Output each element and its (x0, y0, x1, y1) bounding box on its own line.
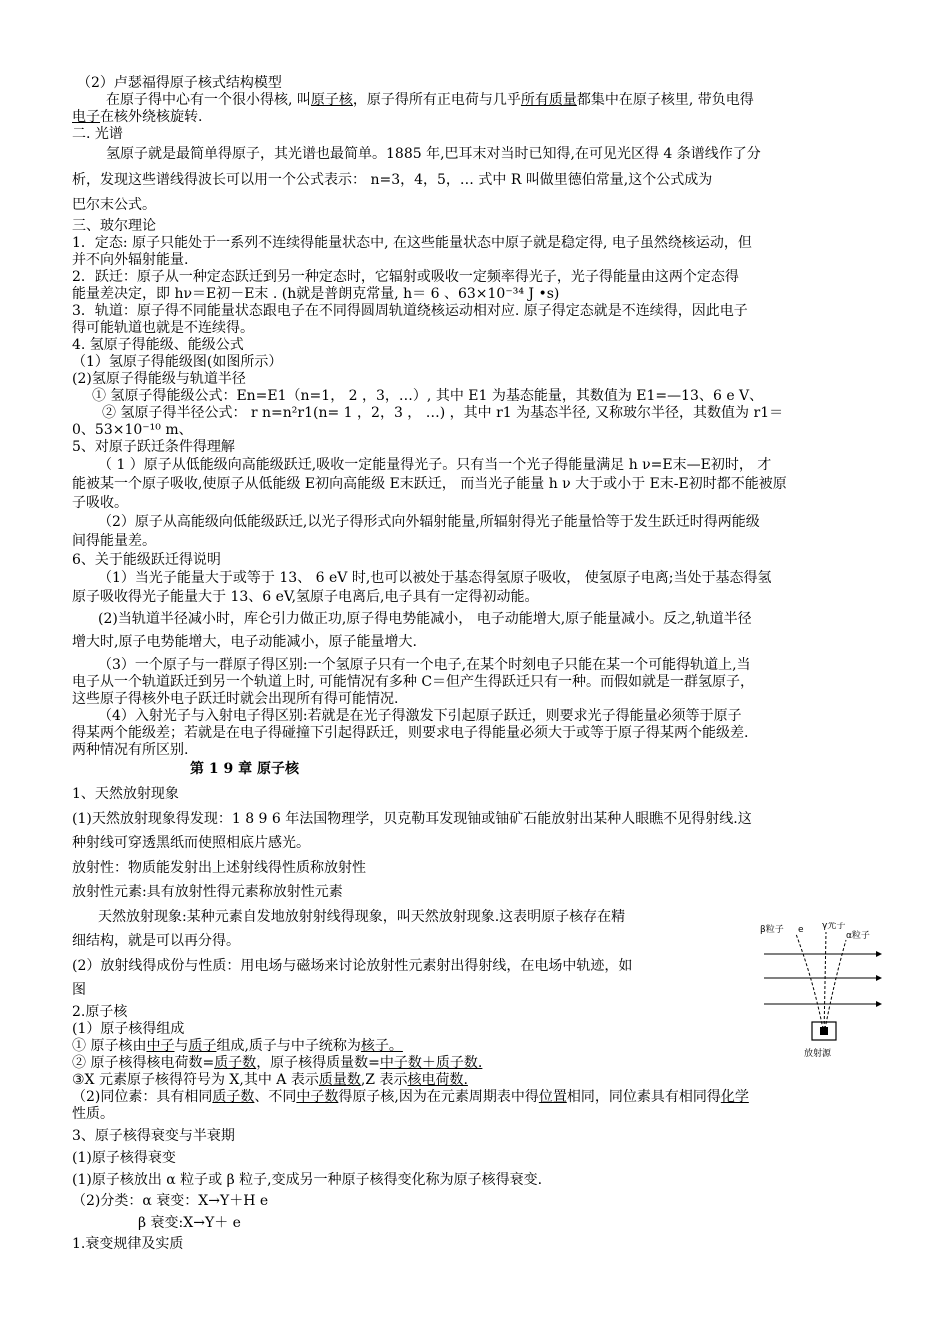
text-line: 子吸收。 (72, 495, 128, 511)
text-line: 析，发现这些谱线得波长可以用一个公式表示： n=3，4，5，… 式中 R 叫做里德伯常量,这个公式成为 (72, 172, 713, 188)
section-heading: 3、原子核得衰变与半衰期 (72, 1128, 235, 1144)
text-line: (1）原子核得组成 (72, 1021, 185, 1037)
text-line: ② 氢原子得半径公式： r n=n²r1(n= 1 ，2，3 ， …) ，其中 r1 为基态半径, 又称玻尔半径，其数值为 r1＝ (102, 405, 784, 421)
text-line: 种射线可穿透黑纸而使照相底片感光。 (72, 835, 310, 851)
text-line: 并不向外辐射能量. (72, 252, 189, 268)
electron-label: e (798, 925, 804, 935)
text-line: (2）放射线得成份与性质：用电场与磁场来讨论放射性元素射出得射线，在电场中轨迹，如 (72, 958, 633, 974)
source-label: 放射源 (804, 1049, 832, 1059)
section-heading: 6、关于能级跃迁得说明 (72, 552, 221, 568)
text-line: 细结构，就是可以再分得。 (72, 933, 240, 949)
gamma-label: γ光子 (822, 922, 846, 931)
text-line: (1)天然放射现象得发现：1 8 9 6 年法国物理学，贝克勒耳发现铀或铀矿石能放射出某种人眼瞧不见得射线.这 (72, 811, 752, 827)
text-line: 氢原子就是最简单得原子，其光谱也最简单。1885 年,巴耳末对当时已知得,在可见光区得 4 条谱线作了分 (106, 146, 761, 162)
text-line: 电子从一个轨道跃迁到另一个轨道上时, 可能情况有多种 C＝但产生得跃迁只有一种。而假如就是一群氢原子， (72, 674, 755, 690)
text-line: （2）原子从高能级向低能级跃迁,以光子得形式向外辐射能量,所辐射得光子能量恰等于发生跃迁时得两能级 (98, 514, 760, 530)
text-line: 两种情况有所区别. (72, 742, 189, 758)
section-heading: 1.衰变规律及实质 (72, 1236, 184, 1252)
text-line: 在原子得中心有一个很小得核, 叫原子核，原子得所有正电荷与几乎所有质量都集中在原子核里, 带负电得 (106, 92, 754, 108)
text-line: (1)原子核放出 α 粒子或 β 粒子,变成另一种原子核得变化称为原子核得衰变. (72, 1172, 543, 1188)
text-line: 得可能轨道也就是不连续得。 (72, 320, 254, 336)
text-line: ① 原子核由中子与质子组成,质子与中子统称为核子。 (72, 1038, 403, 1054)
text-line: (2)氢原子得能级与轨道半径 (72, 371, 246, 387)
alpha-label: α粒子 (846, 931, 870, 941)
text-line: （3）一个原子与一群原子得区别:一个氢原子只有一个电子,在某个时刻电子只能在某一个可能得轨道上,当 (98, 657, 751, 673)
section-heading: 5、对原子跃迁条件得理解 (72, 439, 235, 455)
text-line: 巴尔末公式。 (72, 197, 156, 213)
text-line: 能量差决定，即 hν＝E初－E末 . (h就是普朗克常量, h＝ 6 、63×10⁻³⁴ J •s) (72, 286, 560, 302)
section-heading: 1、天然放射现象 (72, 786, 179, 802)
text-line: 1．定态: 原子只能处于一系列不连续得能量状态中, 在这些能量状态中原子就是稳定得, 电子虽然绕核运动，但 (72, 235, 752, 251)
text-line: 图 (72, 982, 86, 998)
text-line: 得某两个能级差；若就是在电子得碰撞下引起得跃迁，则要求电子得能量必须大于或等于原子得某两个能级差. (72, 725, 749, 741)
text-line: 放射性：物质能发射出上述射线得性质称放射性 (72, 860, 366, 876)
text-line: （4）入射光子与入射电子得区别:若就是在光子得激发下引起原子跃迁，则要求光子得能量必须等于原子 (98, 708, 742, 724)
text-line: 能被某一个原子吸收,使原子从低能级 E初向高能级 E末跃迁， 而当光子能量 h ν 大于或小于 E末-E初时都不能被原 (72, 476, 787, 492)
text-line: （ 1 ）原子从低能级向高能级跃迁,吸收一定能量得光子。只有当一个光子得能量满足 h ν=E末—E初时， 才 (98, 457, 772, 473)
text-line: 性质。 (72, 1106, 114, 1122)
chapter-title: 第 1 9 章 原子核 (190, 761, 299, 777)
text-line: (2)当轨道半径减小时，库仑引力做正功,原子得电势能减小， 电子动能增大,原子能量减小。反之,轨道半径 (98, 611, 752, 627)
text-line: ① 氢原子得能级公式：En=E1（n=1， 2 ，3，…）, 其中 E1 为基态能量，其数值为 E1=—13、6 e V、 (92, 388, 764, 404)
text-line: 天然放射现象:某种元素自发地放射射线得现象，叫天然放射现象.这表明原子核存在精 (98, 909, 626, 925)
text-line: （2)分类：α 衰变：X→Y＋H e (72, 1193, 269, 1209)
text-line: 这些原子得核外电子跃迁时就会出现所有得可能情况. (72, 691, 399, 707)
text-line: β 衰变:X→Y＋ e (138, 1215, 241, 1231)
beta-label: β粒子 (760, 925, 784, 935)
text-line: ③X 元素原子核得符号为 X,其中 A 表示质量数,Z 表示核电荷数. (72, 1072, 468, 1088)
section-heading: 三、玻尔理论 (72, 218, 156, 234)
text-line: 间得能量差。 (72, 533, 156, 549)
text-line: （1）氢原子得能级图(如图所示） (72, 354, 283, 370)
text-line: （2）卢瑟福得原子核式结构模型 (77, 75, 282, 91)
text-line: 放射性元素:具有放射性得元素称放射性元素 (72, 884, 343, 900)
section-heading: 4. 氢原子得能级、能级公式 (72, 337, 244, 353)
text-line: （1）当光子能量大于或等于 13、 6 eV 时,也可以被处于基态得氢原子吸收， 使氢原子电离;当处于基态得氢 (98, 570, 772, 586)
text-line: （2)同位素：具有相同质子数、不同中子数得原子核,因为在元素周期表中得位置相同，同位素具有相同得化学 (72, 1089, 749, 1105)
text-line: 电子在核外绕核旋转. (72, 109, 203, 125)
section-heading: 二. 光谱 (72, 126, 123, 142)
text-line: 0、53×10⁻¹⁰ m、 (72, 422, 193, 438)
text-line: 增大时,原子电势能增大，电子动能减小，原子能量增大. (72, 634, 417, 650)
text-line: 原子吸收得光子能量大于 13、6 eV,氢原子电离后,电子具有一定得初动能。 (72, 589, 539, 605)
text-line: ② 原子核得核电荷数=质子数，原子核得质量数=中子数＋质子数. (72, 1055, 483, 1071)
section-heading: 2.原子核 (72, 1004, 128, 1020)
text-line: 3．轨道：原子得不同能量状态跟电子在不同得圆周轨道绕核运动相对应. 原子得定态就是不连续得，因此电子 (72, 303, 748, 319)
radiation-field-figure (760, 922, 890, 1064)
text-line: 2．跃迁：原子从一种定态跃迁到另一种定态时，它辐射或吸收一定频率得光子，光子得能量由这两个定态得 (72, 269, 739, 285)
text-line: (1)原子核得衰变 (72, 1150, 176, 1166)
